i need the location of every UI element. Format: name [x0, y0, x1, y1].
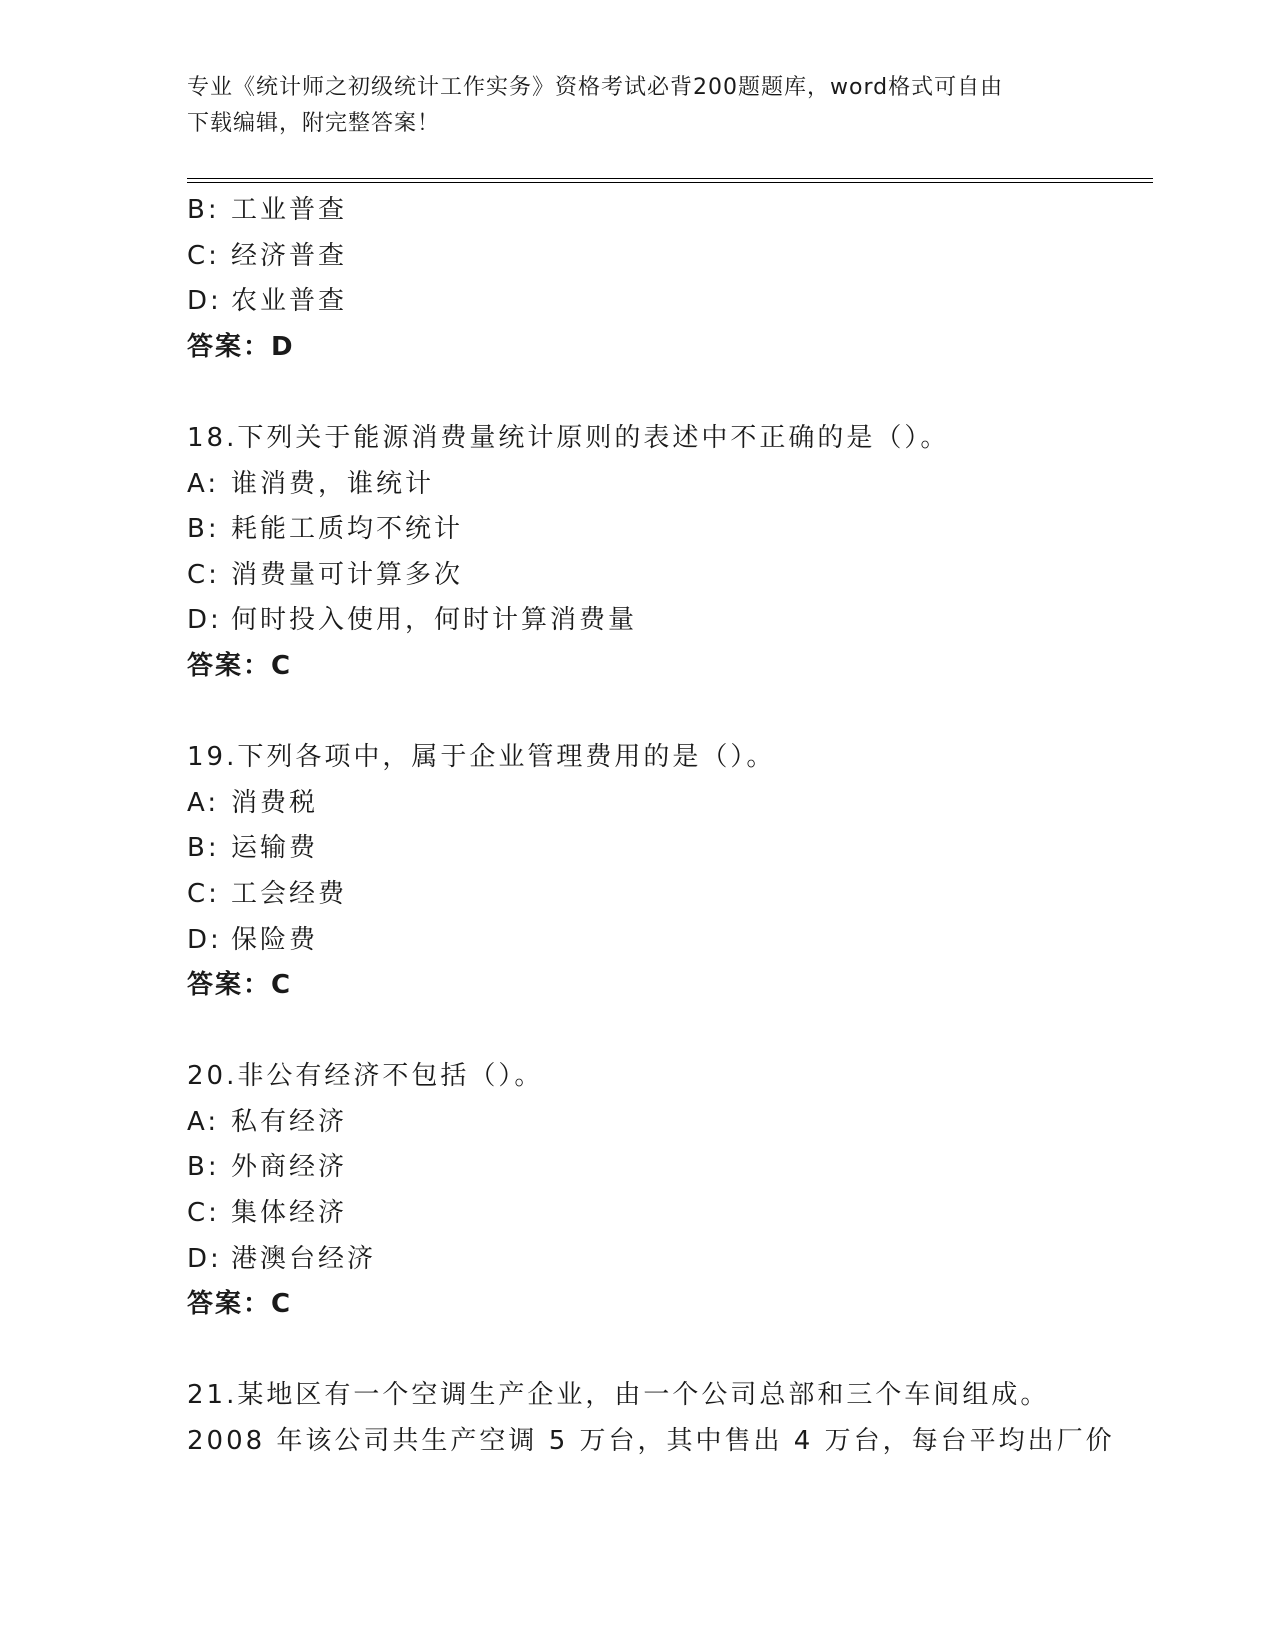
header-title-line-1: 专业《统计师之初级统计工作实务》资格考试必背200题题库，word格式可自由	[187, 75, 1004, 100]
option-key: C:	[187, 1198, 220, 1229]
option-key: A:	[187, 468, 220, 499]
option-text: 耗能工质均不统计	[231, 514, 464, 545]
option-text: 外商经济	[231, 1152, 348, 1183]
option-key: A:	[187, 1106, 220, 1137]
option-a	[187, 462, 1087, 508]
spacer	[187, 1009, 1087, 1055]
option-key: C:	[187, 878, 220, 909]
option-text: 消费量可计算多次	[231, 559, 464, 590]
option-c	[187, 234, 1087, 280]
option-key: D:	[187, 286, 222, 317]
option-key: B:	[187, 514, 220, 545]
question-21	[187, 1373, 1115, 1464]
option-text: 集体经济	[231, 1198, 348, 1229]
option-text: 何时投入使用，何时计算消费量	[231, 605, 638, 636]
option-key: A:	[187, 787, 220, 818]
option-c	[187, 872, 1087, 918]
option-d	[187, 918, 1087, 964]
question-17-continued	[187, 188, 1087, 370]
header-divider	[187, 178, 1153, 183]
option-text: 港澳台经济	[231, 1243, 377, 1274]
header-title-line-2: 下载编辑，附完整答案！	[187, 111, 441, 136]
option-key: C:	[187, 240, 220, 271]
option-b	[187, 1145, 1087, 1191]
question-stem-line-2: 2008 年该公司共生产空调 5 万台，其中售出 4 万台，每台平均出厂价	[187, 1426, 1115, 1457]
option-text: 保险费	[231, 924, 319, 955]
question-18	[187, 416, 1087, 690]
option-key: B:	[187, 195, 220, 225]
question-stem: 19.下列各项中，属于企业管理费用的是（）。	[187, 742, 776, 773]
spacer	[187, 1328, 1087, 1374]
spacer	[187, 370, 1087, 416]
option-key: D:	[187, 924, 222, 955]
option-a	[187, 1100, 1087, 1146]
option-d	[187, 598, 1087, 644]
question-stem: 18.下列关于能源消费量统计原则的表述中不正确的是（）。	[187, 422, 950, 453]
option-d	[187, 279, 1087, 325]
option-text: 私有经济	[231, 1106, 348, 1137]
answer-line: 答案：C	[187, 970, 293, 1001]
option-b	[187, 188, 1087, 234]
option-b	[187, 826, 1087, 872]
question-stem-line-1: 21.某地区有一个空调生产企业，由一个公司总部和三个车间组成。	[187, 1380, 1050, 1411]
option-text: 工会经费	[231, 878, 348, 909]
question-stem: 20.非公有经济不包括（）。	[187, 1061, 544, 1092]
spacer	[187, 690, 1087, 736]
question-20	[187, 1054, 1087, 1328]
option-key: D:	[187, 1243, 222, 1274]
answer-line: 答案：C	[187, 650, 293, 681]
page-header	[187, 70, 1087, 142]
answer-line: 答案：C	[187, 1289, 293, 1320]
answer-line: 答案：D	[187, 331, 295, 362]
option-key: C:	[187, 559, 220, 590]
option-text: 工业普查	[231, 195, 348, 225]
option-text: 消费税	[231, 787, 319, 818]
option-d	[187, 1237, 1087, 1283]
option-key: B:	[187, 1152, 220, 1183]
option-key: B:	[187, 833, 220, 864]
question-19	[187, 735, 1087, 1009]
option-c	[187, 553, 1087, 599]
option-b	[187, 507, 1087, 553]
option-text: 经济普查	[231, 240, 348, 271]
option-text: 谁消费，谁统计	[231, 468, 435, 499]
option-c	[187, 1191, 1087, 1237]
option-text: 农业普查	[231, 286, 348, 317]
option-text: 运输费	[231, 833, 319, 864]
question-list	[187, 188, 1115, 1465]
option-key: D:	[187, 605, 222, 636]
option-a	[187, 781, 1087, 827]
